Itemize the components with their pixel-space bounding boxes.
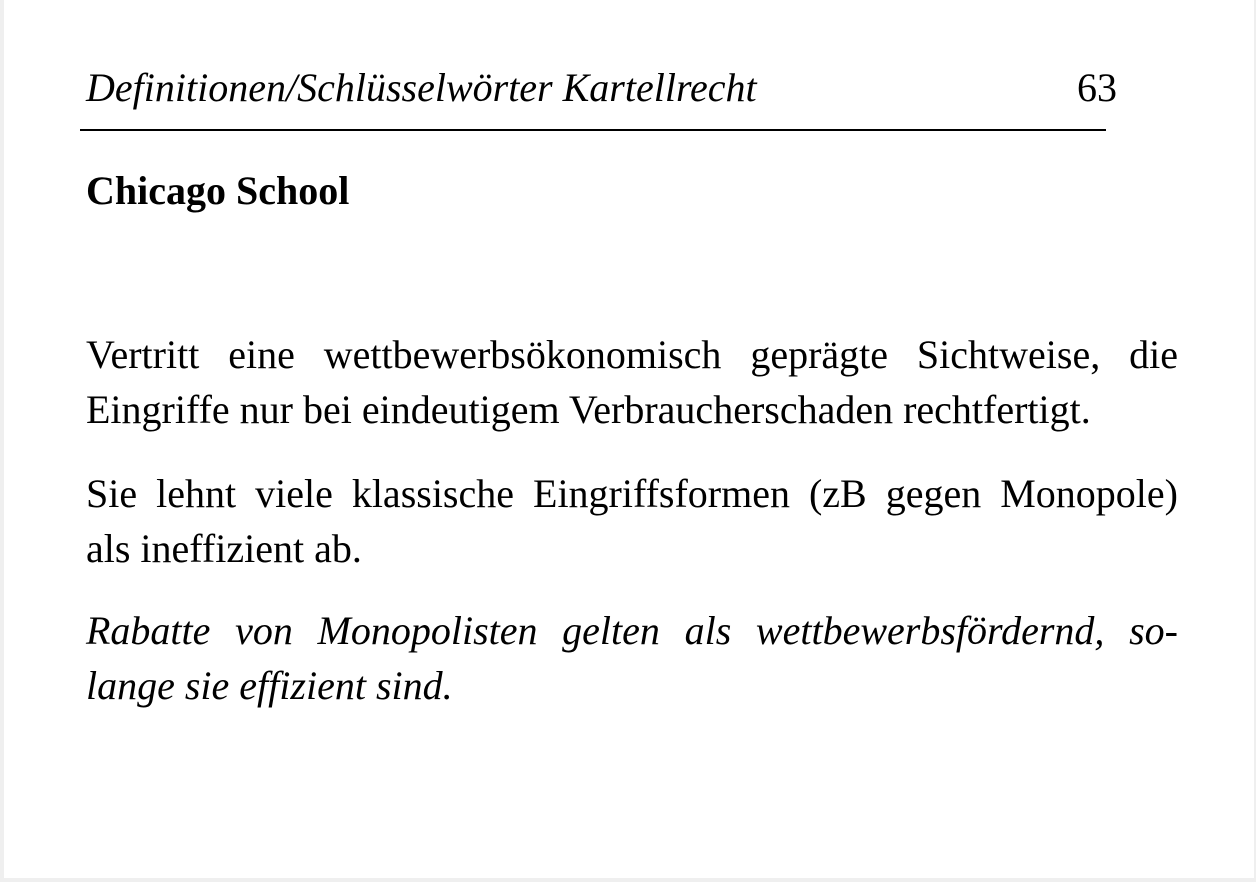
paragraph-position — [86, 466, 1178, 576]
paragraph-line: Vertritt eine wettbewerbsökonomisch geprägte Sichtweise, die — [86, 332, 1178, 377]
header-divider — [80, 129, 1106, 131]
entry-heading: Chicago School — [86, 168, 350, 213]
paragraph-definition — [86, 327, 1178, 437]
paragraph-line: Sie lehnt viele klassische Eingriffsformen (zB gegen Monopole) — [86, 471, 1178, 516]
document-page — [4, 0, 1254, 878]
paragraph-line: lange sie effizient sind. — [86, 663, 453, 708]
paragraph-line: Rabatte von Monopolisten gelten als wettbewerbsfördernd, so- — [86, 608, 1178, 653]
paragraph-line: Eingriffe nur bei eindeutigem Verbraucherschaden rechtfertigt. — [86, 387, 1091, 432]
running-header-title: Definitionen/Schlüsselwörter Kartellrecht — [86, 65, 757, 110]
paragraph-example — [86, 603, 1178, 713]
paragraph-line: als ineffizient ab. — [86, 526, 362, 571]
page-number: 63 — [1077, 65, 1117, 110]
